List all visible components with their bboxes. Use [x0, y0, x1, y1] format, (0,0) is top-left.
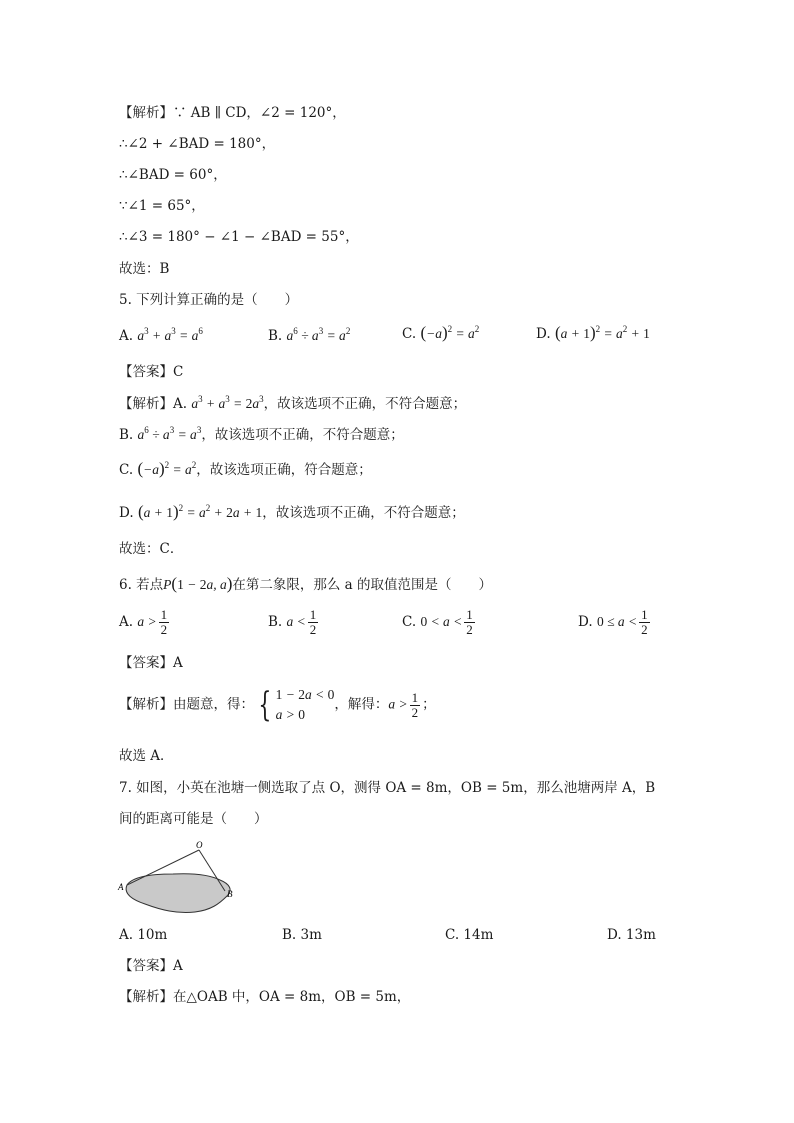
q4-analysis-line-3: ∴∠BAD = 60°， — [119, 167, 227, 183]
q4-analysis-line-4: ∵∠1 = 65°， — [119, 198, 205, 214]
label-b: B — [227, 889, 233, 899]
math-expression: $(a + 1)^2 = a^2 + 1$ — [554, 323, 650, 342]
q7-stem-line-2: 间的距离可能是（ ） — [119, 811, 268, 827]
q4-analysis-line-1 — [119, 104, 346, 122]
q4-analysis-line-5: ∴∠3 = 180° − ∠1 − ∠BAD = 55°， — [119, 229, 359, 245]
fraction: $\frac{1}{2}$ — [411, 689, 419, 720]
analysis-label: 【解析】 — [119, 396, 173, 412]
q4-analysis-line-2: ∴∠2 + ∠BAD = 180°， — [119, 136, 276, 152]
math-expression: $(-a)^2 = a^2$ — [420, 323, 480, 342]
q6-answer: 【答案】A — [119, 655, 183, 671]
math-expression: P(1 − 2a, a) — [163, 574, 233, 593]
q6-option-d: D. 0 ≤ a < $\frac{1}{2}$ — [578, 607, 648, 637]
q6-option-b: B. a < $\frac{1}{2}$ — [268, 607, 317, 637]
q5-option-c: C. $(-a)^2 = a^2$ — [402, 323, 480, 342]
q7-analysis: 【解析】在△OAB 中，OA = 8m，OB = 5m， — [119, 989, 411, 1005]
q5-stem: 5. 下列计算正确的是（ ） — [119, 292, 299, 308]
q7-stem-line-1: 7. 如图，小英在池塘一侧选取了点 O，测得 OA = 8m，OB = 5m，那么池塘两岸 A，B — [119, 780, 656, 796]
q4-analysis-text: ∵ AB ∥ CD，∠2 = 120°， — [173, 105, 346, 121]
pond-shape — [126, 874, 230, 913]
q6-option-a: A. a > $\frac{1}{2}$ — [119, 607, 168, 637]
q5-option-a: A. $a^3 + a^3 = a^6$ — [119, 326, 203, 344]
pond-figure — [115, 838, 245, 916]
q5-option-d: D. $(a + 1)^2 = a^2 + 1$ — [536, 323, 650, 342]
q5-answer: 【答案】C — [119, 364, 184, 380]
label-a: A — [118, 882, 124, 892]
q5-analysis-d: D. $(a + 1)^2 = a^2 + 2a + 1$，故该选项不正确，不符合题意； — [119, 502, 465, 521]
q6-option-c: C. 0 < a < $\frac{1}{2}$ — [402, 607, 473, 637]
math-expression: $(-a)^2 = a^2$ — [137, 459, 197, 478]
fraction: $\frac{1}{2}$ — [160, 607, 168, 637]
q7-option-d: D. 13m — [607, 927, 656, 943]
q7-answer: 【答案】A — [119, 958, 183, 974]
q5-choose: 故选：C． — [119, 541, 184, 557]
q4-choose: 故选：B — [119, 261, 170, 277]
q5-analysis-c: C. $(-a)^2 = a^2$，故该选项正确，符合题意； — [119, 459, 372, 478]
math-expression: $a^3 + a^3 = 2a^3$ — [191, 394, 264, 411]
fraction: $\frac{1}{2}$ — [641, 607, 648, 637]
q6-analysis: 【解析】由题意，得： { 1 − 2a < 0 a > 0 ，解得：a > $\frac{1}{2}$ ； — [119, 685, 436, 725]
fraction: $\frac{1}{2}$ — [466, 607, 473, 637]
q7-option-b: B. 3m — [282, 927, 322, 943]
analysis-label: 【解析】 — [119, 696, 173, 713]
inequality-system: { 1 − 2a < 0 a > 0 — [258, 685, 335, 725]
q7-option-a: A. 10m — [119, 927, 168, 943]
q7-option-c: C. 14m — [445, 927, 494, 943]
math-expression: $a^3 + a^3 = a^6$ — [137, 326, 203, 343]
fraction: $\frac{1}{2}$ — [309, 607, 317, 637]
analysis-label: 【解析】 — [119, 105, 173, 121]
math-expression: $a^6 \div a^3 = a^2$ — [286, 326, 351, 343]
math-expression: $(a + 1)^2 = a^2 + 2a + 1$ — [137, 502, 263, 521]
label-o: O — [196, 840, 203, 850]
math-expression: $a^6 \div a^3 = a^3$ — [137, 425, 202, 442]
q5-analysis-b: B. $a^6 \div a^3 = a^3$，故该选项不正确，不符合题意； — [119, 425, 404, 443]
q6-stem: 6. 若点P(1 − 2a, a)在第二象限，那么 a 的取值范围是（ ） — [119, 574, 493, 593]
q6-choose: 故选 A． — [119, 748, 174, 764]
q5-analysis-a: 【解析】A. $a^3 + a^3 = 2a^3$，故该选项不正确，不符合题意； — [119, 394, 467, 412]
q5-option-b: B. $a^6 \div a^3 = a^2$ — [268, 326, 351, 344]
